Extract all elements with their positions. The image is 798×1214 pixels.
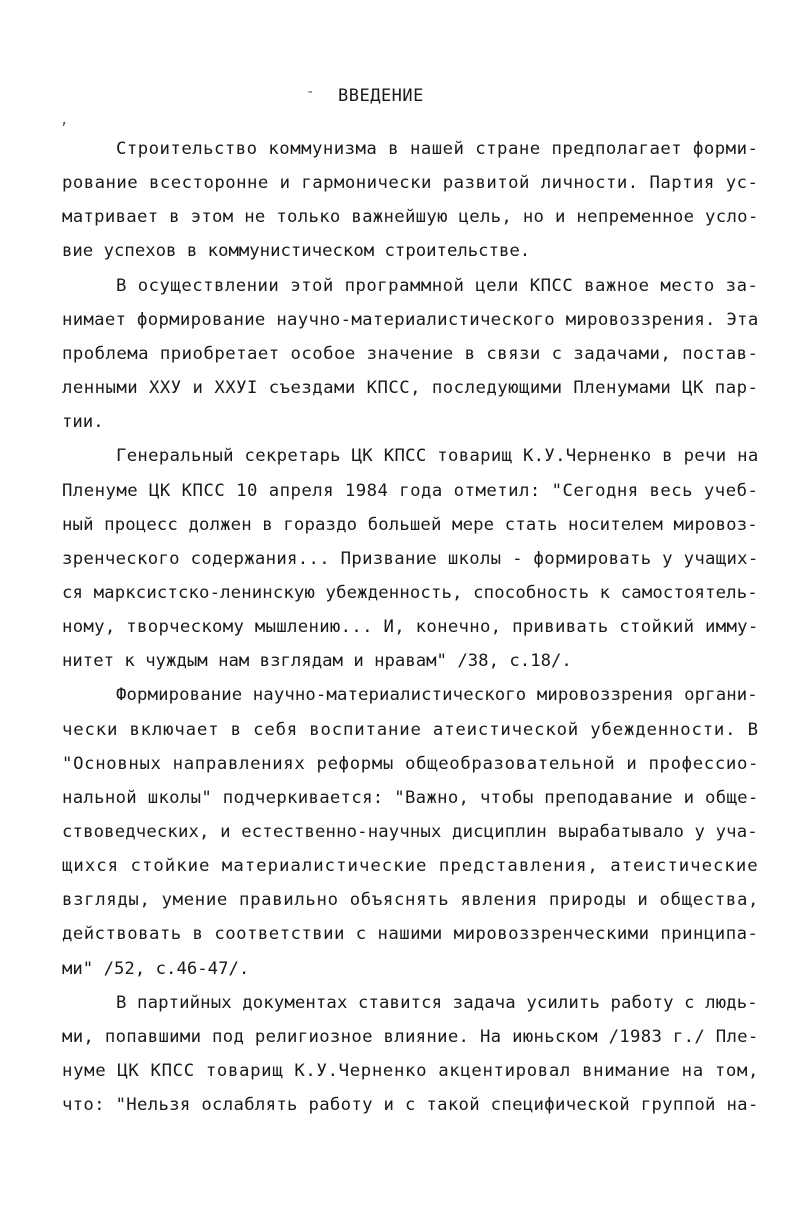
- stray-mark: ,: [60, 112, 69, 128]
- text-line: ми" /52, с.46-47/.: [62, 958, 250, 979]
- text-line: тии.: [62, 412, 104, 433]
- text-line: ный процесс должен в гораздо большей мере стать носителем мировоз-: [62, 514, 758, 535]
- text-line: ленными ХХУ и ХХУI съездами КПСС, последующими Пленумами ЦК пар-: [62, 378, 759, 398]
- text-line: ся марксистско-ленинскую убежденность, способность к самостоятель-: [62, 583, 758, 603]
- text-line: действовать в соответствии с нашими мировоззренческими принципа-: [62, 924, 759, 945]
- text-line: ствоведческих, и естественно-научных дисциплин вырабатывало у уча-: [62, 822, 758, 842]
- text-line: Формирование научно-материалистического мировоззрения органи-: [116, 685, 758, 706]
- text-line: рование всесторонне и гармонически развитой личности. Партия ус-: [62, 173, 759, 194]
- text-line: Пленуме ЦК КПСС 10 апреля 1984 года отметил: "Сегодня весь учеб-: [62, 480, 759, 501]
- text-line: зренческого содержания... Призвание школы - формировать у учащих-: [62, 548, 759, 569]
- text-line: щихся стойкие материалистические представления, атеистические: [62, 856, 759, 877]
- text-line: В осуществлении этой программной цели КПСС важное место за-: [116, 275, 759, 296]
- text-line: матривает в этом не только важнейшую цель, но и непременное усло-: [62, 207, 759, 228]
- stray-mark: -: [306, 84, 315, 100]
- text-line: Генеральный секретарь ЦК КПСС товарищ К.У.Черненко в речи на: [116, 446, 759, 467]
- text-line: вие успехов в коммунистическом строительстве.: [62, 241, 531, 262]
- text-line: нуме ЦК КПСС товарищ К.У.Черненко акцентировал внимание на том,: [62, 1061, 760, 1081]
- text-line: нитет к чуждым нам взглядам и нравам" /38, с.18/.: [62, 651, 572, 672]
- text-line: что: "Нельзя ослаблять работу и с такой специфической группой на-: [62, 1095, 759, 1116]
- text-line: В партийных документах ставится задача усилить работу с людь-: [116, 992, 758, 1013]
- text-line: нимает формирование научно-материалистического мировоззрения. Эта: [62, 309, 759, 330]
- text-line: чески включает в себя воспитание атеистической убежденности. В: [62, 719, 759, 740]
- text-line: взгляды, умение правильно объяснять явления природы и общества,: [62, 890, 760, 911]
- page-title: ВВЕДЕНИЕ: [338, 86, 424, 106]
- text-line: ному, творческому мышлению... И, конечно, прививать стойкий имму-: [62, 617, 759, 638]
- text-line: ми, попавшими под религиозное влияние. На июньском /1983 г./ Пле-: [62, 1026, 759, 1047]
- text-line: Строительство коммунизма в нашей стране предполагает форми-: [116, 139, 759, 159]
- text-line: нальной школы" подчеркивается: "Важно, чтобы преподавание и обще-: [62, 787, 759, 808]
- text-line: проблема приобретает особое значение в связи с задачами, постав-: [62, 343, 759, 364]
- text-line: "Основных направлениях реформы общеобразовательной и профессио-: [62, 753, 760, 774]
